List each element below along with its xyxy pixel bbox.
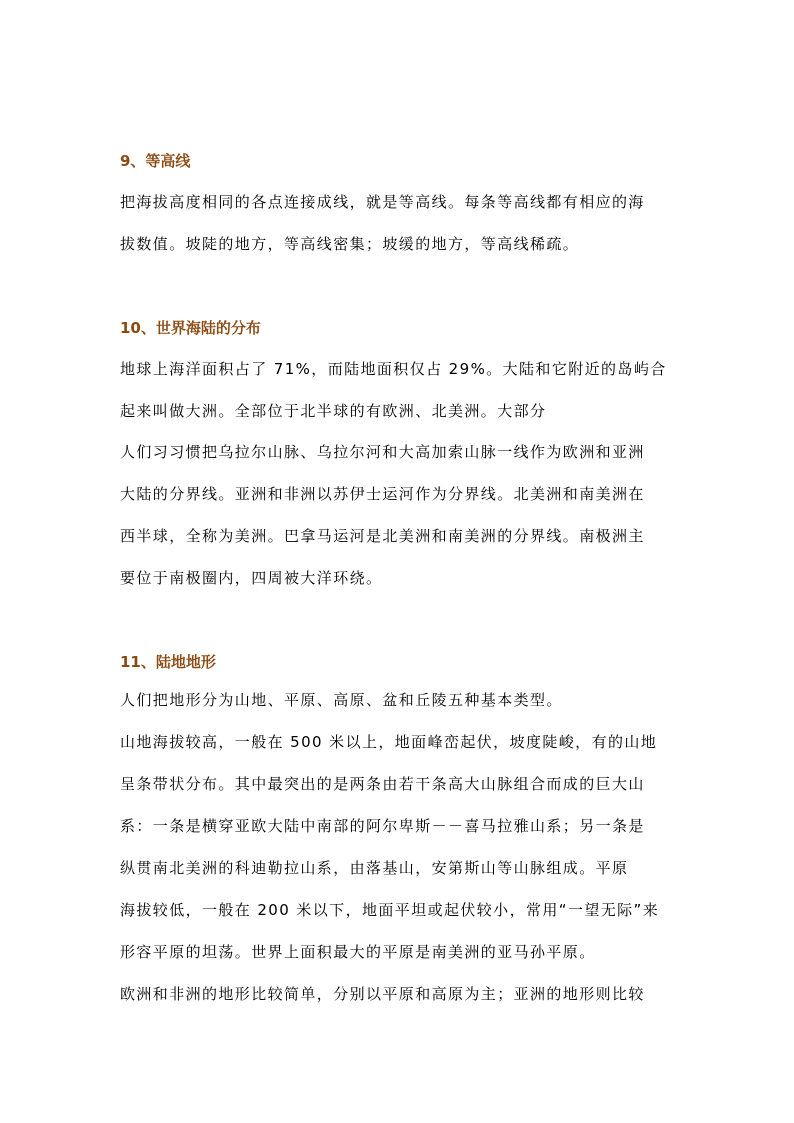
paragraph-line: 要位于南极圈内，四周被大洋环绕。 bbox=[120, 569, 383, 587]
paragraph-line: 拔数值。坡陡的地方，等高线密集；坡缓的地方，等高线稀疏。 bbox=[120, 235, 580, 253]
paragraph-line: 海拔较低，一般在 200 米以下，地面平坦或起伏较小，常用“一望无际”来 bbox=[120, 901, 660, 919]
paragraph-line: 纵贯南北美洲的科迪勒拉山系，由落基山，安第斯山等山脉组成。平原 bbox=[120, 859, 629, 877]
paragraph-line: 人们习习惯把乌拉尔山脉、乌拉尔河和大高加索山脉一线作为欧洲和亚洲 bbox=[120, 443, 645, 461]
paragraph-line: 大陆的分界线。亚洲和非洲以苏伊士运河作为分界线。北美洲和南美洲在 bbox=[120, 485, 645, 503]
section-heading-contour: 9、等高线 bbox=[120, 152, 191, 170]
paragraph-line: 人们把地形分为山地、平原、高原、盆和丘陵五种基本类型。 bbox=[120, 691, 563, 709]
paragraph-line: 起来叫做大洲。全部位于北半球的有欧洲、北美洲。大部分 bbox=[120, 402, 547, 420]
paragraph-line: 山地海拔较高，一般在 500 米以上，地面峰峦起伏，坡度陡峻，有的山地 bbox=[120, 733, 658, 751]
paragraph-line: 西半球，全称为美洲。巴拿马运河是北美洲和南美洲的分界线。南极洲主 bbox=[120, 527, 645, 545]
paragraph-line: 欧洲和非洲的地形比较简单，分别以平原和高原为主；亚洲的地形则比较 bbox=[120, 985, 645, 1003]
paragraph-line: 呈条带状分布。其中最突出的是两条由若干条高大山脉组合而成的巨大山 bbox=[120, 775, 645, 793]
paragraph-line: 形容平原的坦荡。世界上面积最大的平原是南美洲的亚马孙平原。 bbox=[120, 943, 596, 961]
paragraph-line: 系：一条是横穿亚欧大陆中南部的阿尔卑斯－－喜马拉雅山系；另一条是 bbox=[120, 817, 645, 835]
section-heading-landforms: 11、陆地地形 bbox=[120, 653, 216, 671]
section-heading-land-sea: 10、世界海陆的分布 bbox=[120, 319, 261, 337]
paragraph-line: 把海拔高度相同的各点连接成线，就是等高线。每条等高线都有相应的海 bbox=[120, 193, 645, 211]
paragraph-line: 地球上海洋面积占了 71%，而陆地面积仅占 29%。大陆和它附近的岛屿合 bbox=[120, 360, 667, 378]
